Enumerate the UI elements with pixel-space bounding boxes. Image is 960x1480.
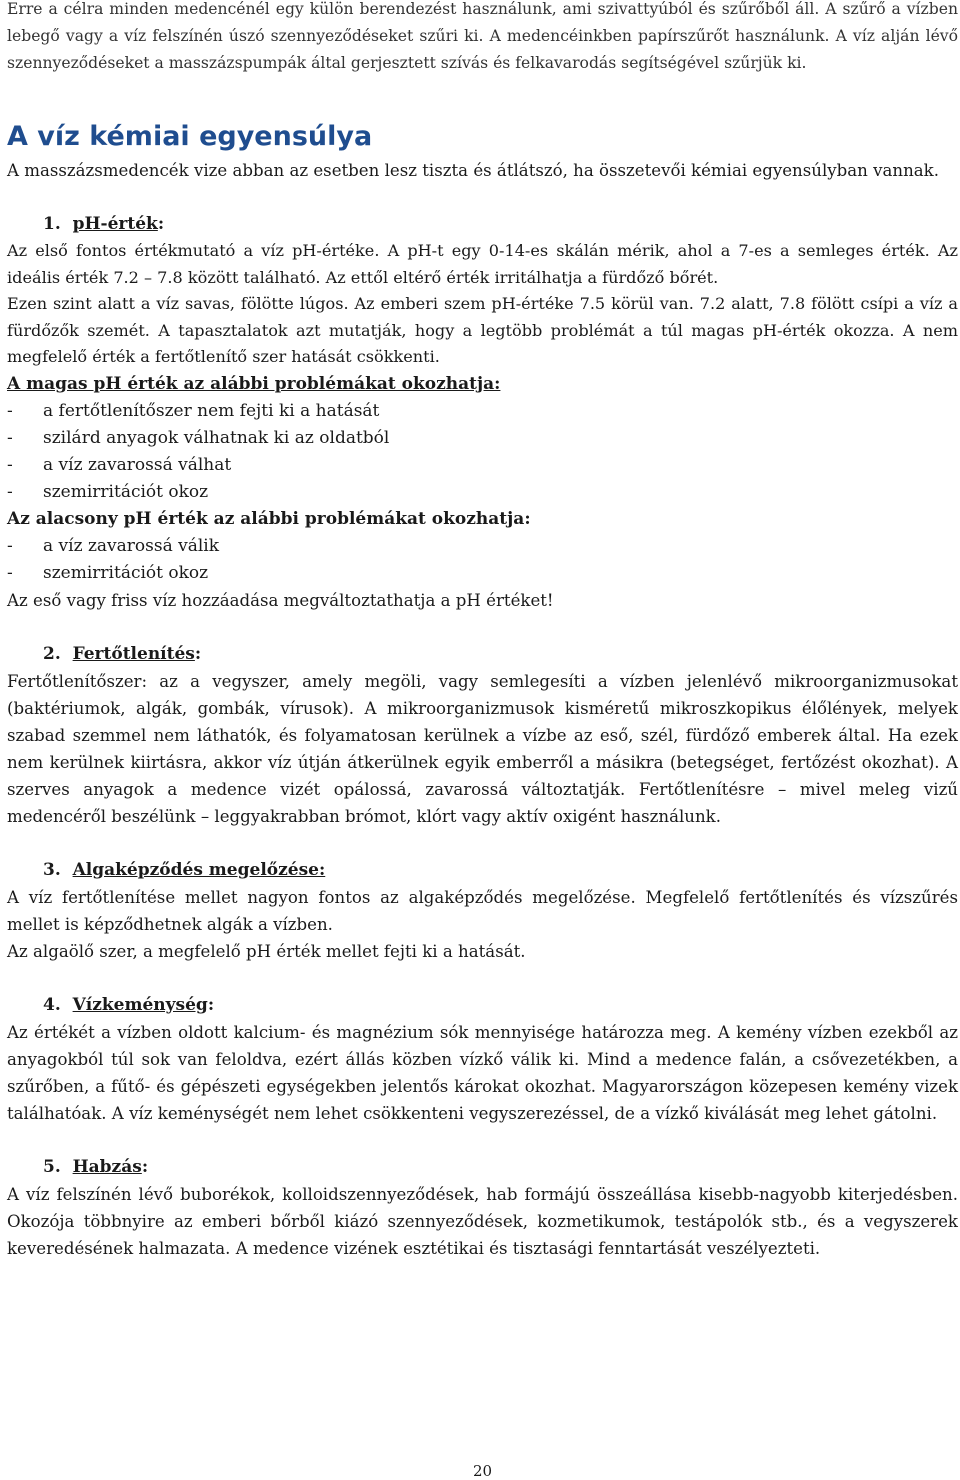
ph-high-item: - a fertőtlenítőszer nem fejti ki a hatását [7, 400, 380, 421]
disinfection-paragraph: Fertőtlenítőszer: az a vegyszer, amely megöli, vagy semlegesíti a vízben jelenlévő mikroorganizmusokat (baktériumok, algák, gombák, vírusok). A mikroorganizmusok kisméretű mikroszkopikus élőlények, melyek szabad szemmel nem láthatók, és folyamatosan kerülnek a vízbe az eső, szél, fürdőző emberek által. Ha ezek nem kerülnek kiirtásra, akkor víz útján átkerülnek egyik emberről a másikra (betegséget, fertőzést okozhat). A szerves anyagok a medence vizét opálossá, zavarossá változtatják. Fertőtlenítésre – mivel meleg vizű medencéről beszélünk – leggyakrabban brómot, klórt vagy aktív oxigént használunk. [7, 671, 958, 826]
section-intro: A masszázsmedencék vize abban az esetben lesz tiszta és átlátszó, ha összetevői kémiai egyensúlyban vannak. [7, 161, 939, 180]
ph-high-item: - a víz zavarossá válhat [7, 454, 232, 475]
disinfection-heading: 2. Fertőtlenítés: [43, 643, 202, 664]
ph-heading: 1. pH-érték: [43, 214, 165, 234]
algae-heading: 3. Algaképződés megelőzése: [43, 859, 326, 880]
intro-paragraph: Erre a célra minden medencénél egy külön berendezést használunk, ami szivattyúból és szűrőből áll. A szűrő a vízben lebegő vagy a víz felszínén úszó szennyeződéseket szűri ki. A medencéinkben papírszűrőt használunk. A víz alján lévő szennyeződéseket a masszázspumpák által gerjesztett szívás és felkavarodás segítségével szűrjük ki. [7, 0, 958, 72]
foam-heading: 5. Habzás: [43, 1156, 149, 1177]
document-page [7, 0, 958, 1479]
foam-heading-title: Habzás [72, 1156, 142, 1177]
algae-paragraph-2: Az algaölő szer, a megfelelő pH érték mellet fejti ki a hatását. [7, 941, 526, 961]
ph-paragraph-2: Ezen szint alatt a víz savas, fölötte lúgos. Az emberi szem pH-értéke 7.5 körül van. 7.2 alatt, 7.8 fölött csípi a víz a fürdőzők szemét. A tapasztalatok azt mutatják, hogy a legtöbb problémát a túl magas pH-érték okozza. A nem megfelelő érték a fertőtlenítő szer hatását csökkenti. [7, 294, 958, 367]
ph-high-heading: A magas pH érték az alábbi problémákat okozhatja: [7, 373, 501, 394]
algae-paragraph-1: A víz fertőtlenítése mellet nagyon fontos az algaképződés megelőzése. Megfelelő fertőtlenítés és vízszűrés mellet is képződhetnek algák a vízben. [7, 887, 958, 934]
foam-paragraph: A víz felszínén lévő buborékok, kolloidszennyeződések, hab formájú összeállása kisebb-nagyobb kiterjedésben. Okozója többnyire az emberi bőrből kiázó szennyeződések, kozmetikumok, testápolók stb., és a vegyszerek keveredésének halmazata. A medence vizének esztétikai és tisztasági fenntartását veszélyezteti. [7, 1184, 958, 1258]
page-number: 20 [472, 1462, 493, 1480]
ph-high-item: - szilárd anyagok válhatnak ki az oldatból [7, 427, 390, 448]
section-title: A víz kémiai egyensúlya [7, 121, 373, 152]
hardness-heading-title: Vízkeménység [72, 994, 208, 1015]
ph-low-item: - szemirritációt okoz [7, 562, 209, 583]
disinfection-heading-title: Fertőtlenítés [72, 643, 195, 664]
ph-note: Az eső vagy friss víz hozzáadása megváltoztathatja a pH értéket! [7, 590, 554, 610]
hardness-heading: 4. Vízkeménység: [43, 994, 215, 1015]
ph-heading-title: pH-érték [72, 214, 158, 234]
ph-low-heading: Az alacsony pH érték az alábbi problémákat okozhatja: [7, 508, 531, 529]
ph-high-item: - szemirritációt okoz [7, 481, 209, 502]
hardness-paragraph: Az értékét a vízben oldott kalcium- és magnézium sók mennyisége határozza meg. A kemény vízben ezekből az anyagokból túl sok van feloldva, ezért állás közben vízkő válik ki. Mind a medence falán, a csővezetékben, a szűrőben, a fűtő- és gépészeti egységekben jelentős károkat okozhat. Magyarországon közepesen kemény vizek találhatóak. A víz keménységét nem lehet csökkenteni vegyszerezéssel, de a vízkő kiválását meg lehet gátolni. [7, 1022, 958, 1123]
ph-low-item: - a víz zavarossá válik [7, 535, 220, 556]
algae-heading-title: Algaképződés megelőzése: [72, 859, 326, 880]
ph-paragraph-1: Az első fontos értékmutató a víz pH-értéke. A pH-t egy 0-14-es skálán mérik, ahol a 7-es a semleges érték. Az ideális érték 7.2 – 7.8 között található. Az ettől eltérő érték irritálhatja a fürdőző bőrét. [7, 241, 958, 287]
